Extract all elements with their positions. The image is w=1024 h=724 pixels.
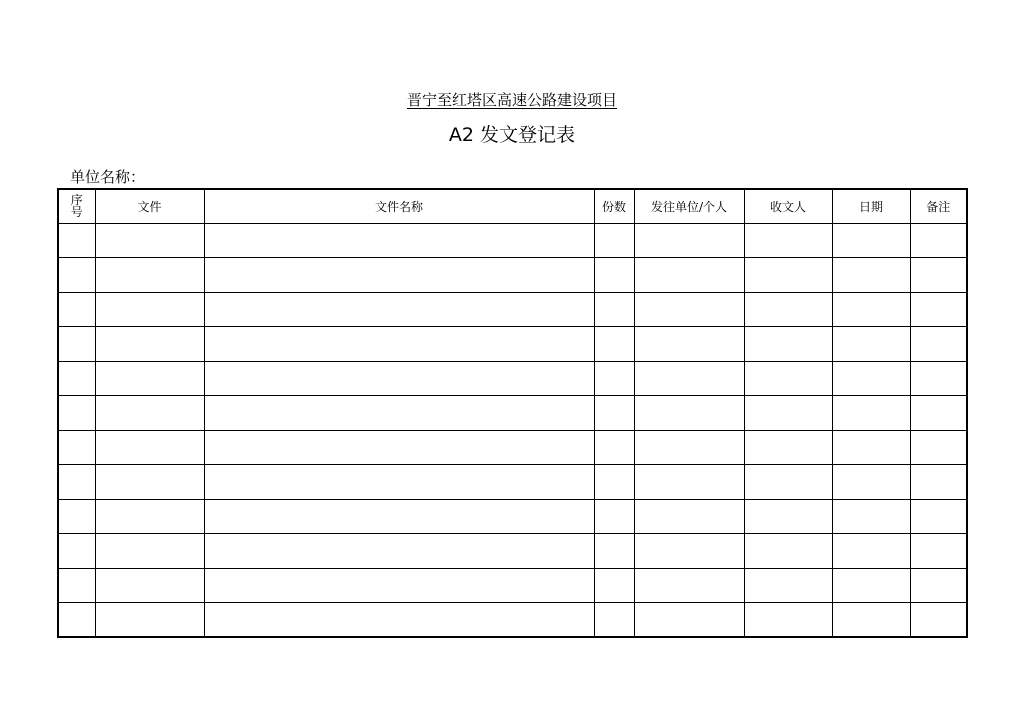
cell-recipient-unit[interactable] [634,568,744,603]
table-row [58,568,967,603]
table-row [58,499,967,534]
cell-copies[interactable] [594,465,634,500]
cell-seq[interactable] [58,361,95,396]
cell-document[interactable] [95,223,204,258]
cell-document-name[interactable] [204,361,594,396]
cell-receiver[interactable] [744,292,832,327]
cell-receiver[interactable] [744,465,832,500]
cell-copies[interactable] [594,327,634,362]
cell-copies[interactable] [594,499,634,534]
cell-document-name[interactable] [204,396,594,431]
table-header-row [58,189,967,223]
table-row [58,258,967,293]
cell-date[interactable] [832,223,910,258]
cell-remarks[interactable] [910,534,967,569]
cell-document[interactable] [95,258,204,293]
cell-seq[interactable] [58,568,95,603]
cell-document[interactable] [95,327,204,362]
cell-copies[interactable] [594,223,634,258]
cell-receiver[interactable] [744,396,832,431]
cell-date[interactable] [832,361,910,396]
cell-document[interactable] [95,534,204,569]
cell-recipient-unit[interactable] [634,603,744,638]
cell-recipient-unit[interactable] [634,223,744,258]
column-header-document: 文件 [95,189,204,223]
column-header-remarks: 备注 [910,189,967,223]
cell-receiver[interactable] [744,603,832,638]
unit-name-label: 单位名称： [70,168,146,186]
project-title [0,90,1024,110]
cell-receiver[interactable] [744,327,832,362]
cell-document[interactable] [95,499,204,534]
cell-recipient-unit[interactable] [634,327,744,362]
cell-copies[interactable] [594,258,634,293]
cell-document-name[interactable] [204,223,594,258]
cell-document-name[interactable] [204,568,594,603]
cell-remarks[interactable] [910,223,967,258]
table-row [58,396,967,431]
column-header-receiver: 收文人 [744,189,832,223]
cell-date[interactable] [832,534,910,569]
cell-document[interactable] [95,430,204,465]
cell-document-name[interactable] [204,465,594,500]
cell-remarks[interactable] [910,465,967,500]
cell-recipient-unit[interactable] [634,499,744,534]
cell-document-name[interactable] [204,327,594,362]
cell-copies[interactable] [594,568,634,603]
cell-seq[interactable] [58,258,95,293]
cell-remarks[interactable] [910,258,967,293]
cell-date[interactable] [832,430,910,465]
table-row [58,327,967,362]
table-row [58,534,967,569]
cell-remarks[interactable] [910,361,967,396]
table-row [58,465,967,500]
cell-receiver[interactable] [744,223,832,258]
cell-seq[interactable] [58,292,95,327]
cell-recipient-unit[interactable] [634,361,744,396]
cell-receiver[interactable] [744,499,832,534]
cell-receiver[interactable] [744,361,832,396]
cell-recipient-unit[interactable] [634,396,744,431]
cell-date[interactable] [832,499,910,534]
cell-recipient-unit[interactable] [634,534,744,569]
cell-document[interactable] [95,361,204,396]
cell-recipient-unit[interactable] [634,465,744,500]
cell-remarks[interactable] [910,327,967,362]
cell-document-name[interactable] [204,499,594,534]
cell-seq[interactable] [58,534,95,569]
cell-document[interactable] [95,603,204,638]
cell-remarks[interactable] [910,292,967,327]
cell-seq[interactable] [58,430,95,465]
cell-seq[interactable] [58,603,95,638]
table-row [58,430,967,465]
cell-date[interactable] [832,603,910,638]
cell-receiver[interactable] [744,534,832,569]
cell-seq[interactable] [58,223,95,258]
column-header-copies: 份数 [594,189,634,223]
cell-document[interactable] [95,568,204,603]
cell-document[interactable] [95,465,204,500]
cell-copies[interactable] [594,396,634,431]
cell-remarks[interactable] [910,603,967,638]
cell-copies[interactable] [594,534,634,569]
cell-date[interactable] [832,396,910,431]
project-title-text: 晋宁至红塔区高速公路建设项目 [406,91,617,109]
cell-document-name[interactable] [204,430,594,465]
dispatch-register-table [57,188,968,638]
cell-copies[interactable] [594,603,634,638]
cell-document-name[interactable] [204,292,594,327]
cell-document-name[interactable] [204,603,594,638]
cell-document-name[interactable] [204,534,594,569]
table-row [58,603,967,638]
cell-receiver[interactable] [744,258,832,293]
cell-seq[interactable] [58,327,95,362]
table-body [58,223,967,637]
cell-date[interactable] [832,465,910,500]
table-row [58,292,967,327]
cell-copies[interactable] [594,430,634,465]
column-header-document-name: 文件名称 [204,189,594,223]
column-header-recipient-unit: 发往单位/个人 [634,189,744,223]
column-header-date: 日期 [832,189,910,223]
cell-copies[interactable] [594,292,634,327]
cell-date[interactable] [832,258,910,293]
cell-remarks[interactable] [910,430,967,465]
cell-copies[interactable] [594,361,634,396]
cell-seq[interactable] [58,465,95,500]
cell-date[interactable] [832,568,910,603]
cell-document-name[interactable] [204,258,594,293]
cell-seq[interactable] [58,396,95,431]
form-title: A2 发文登记表 [448,124,576,146]
table-row [58,223,967,258]
cell-document[interactable] [95,292,204,327]
column-header-seq: 序号 [58,189,95,223]
table-row [58,361,967,396]
cell-remarks[interactable] [910,568,967,603]
cell-document[interactable] [95,396,204,431]
cell-recipient-unit[interactable] [634,258,744,293]
cell-recipient-unit[interactable] [634,430,744,465]
cell-remarks[interactable] [910,396,967,431]
cell-date[interactable] [832,327,910,362]
cell-remarks[interactable] [910,499,967,534]
cell-receiver[interactable] [744,568,832,603]
cell-recipient-unit[interactable] [634,292,744,327]
cell-receiver[interactable] [744,430,832,465]
cell-date[interactable] [832,292,910,327]
cell-seq[interactable] [58,499,95,534]
